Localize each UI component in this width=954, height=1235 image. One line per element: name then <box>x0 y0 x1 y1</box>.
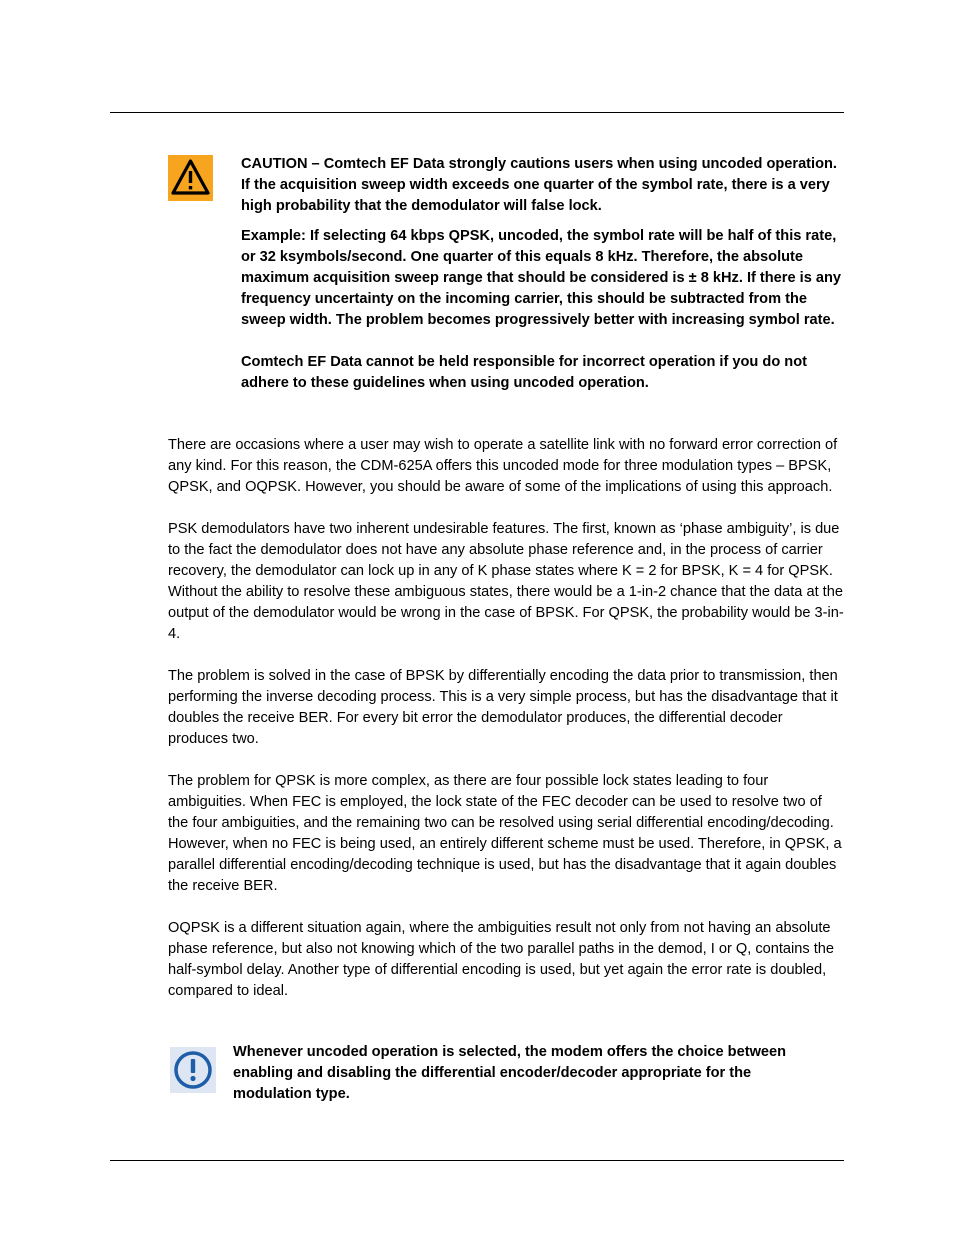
notice-text: Whenever uncoded operation is selected, the modem offers the choice between enabling and disabling the differential encoder/decoder appropriate for the modulation type. <box>233 1044 787 1102</box>
footer-rule <box>110 1160 844 1161</box>
header-rule <box>110 112 844 113</box>
body-text <box>168 435 846 1023</box>
caution-responsibility: Comtech EF Data cannot be held responsible for incorrect operation if you do not adhere to these guidelines when using uncoded operation. <box>241 354 807 391</box>
paragraph: PSK demodulators have two inherent undesirable features. The first, known as ‘phase ambiguity’, is due to the fact the demodulator does not have any absolute phase reference and, in the process of carrier recovery, the demodulator can lock up in any of K phase states where K = 2 for BPSK, K = 4 for QPSK. Without the ability to resolve these ambiguous states, there would be a 1-in-2 chance that the data at the output of the demodulator would be wrong in the case of BPSK. For QPSK, the probability would be 3-in-4. <box>168 521 844 642</box>
caution-heading: CAUTION – Comtech EF Data strongly cautions users when using uncoded operation. If the acquisition sweep width exceeds one quarter of the symbol rate, there is a very high probability that the demodulator will false lock. <box>241 156 837 214</box>
paragraph: OQPSK is a different situation again, where the ambiguities result not only from not having an absolute phase reference, but also not knowing which of the two parallel paths in the demod, I or Q, contains the half-symbol delay. Another type of differential encoding is used, but yet again the error rate is doubled, compared to ideal. <box>168 920 835 999</box>
paragraph: The problem for QPSK is more complex, as there are four possible lock states leading to four ambiguities. When FEC is employed, the lock state of the FEC decoder can be used to resolve two of the four ambiguities, and the remaining two can be resolved using serial differential encoding/decoding. However, when no FEC is being used, an entirely different scheme must be used. Therefore, in QPSK, a parallel differential encoding/decoding technique is used, but has the disadvantage that it again doubles the receive BER. <box>168 773 842 894</box>
paragraph: The problem is solved in the case of BPSK by differentially encoding the data prior to transmission, then performing the inverse decoding process. This is a very simple process, but has the disadvantage that it doubles the receive BER. For every bit error the demodulator produces, the differential decoder produces two. <box>168 668 838 747</box>
caution-block <box>241 154 847 394</box>
warning-triangle-icon <box>168 155 213 201</box>
important-notice-icon <box>170 1047 216 1093</box>
paragraph: There are occasions where a user may wish to operate a satellite link with no forward error correction of any kind. For this reason, the CDM-625A offers this uncoded mode for three modulation types – BPSK, QPSK, and OQPSK. However, you should be aware of some of the implications of using this approach. <box>168 437 838 495</box>
caution-example: Example: If selecting 64 kbps QPSK, uncoded, the symbol rate will be half of this rate, or 32 ksymbols/second. One quarter of this equals 8 kHz. Therefore, the absolute maximum acquisition sweep range that should be considered is ± 8 kHz. If there is any frequency uncertainty on the incoming carrier, this should be subtracted from the sweep width. The problem becomes progressively better with increasing symbol rate. <box>241 228 842 328</box>
